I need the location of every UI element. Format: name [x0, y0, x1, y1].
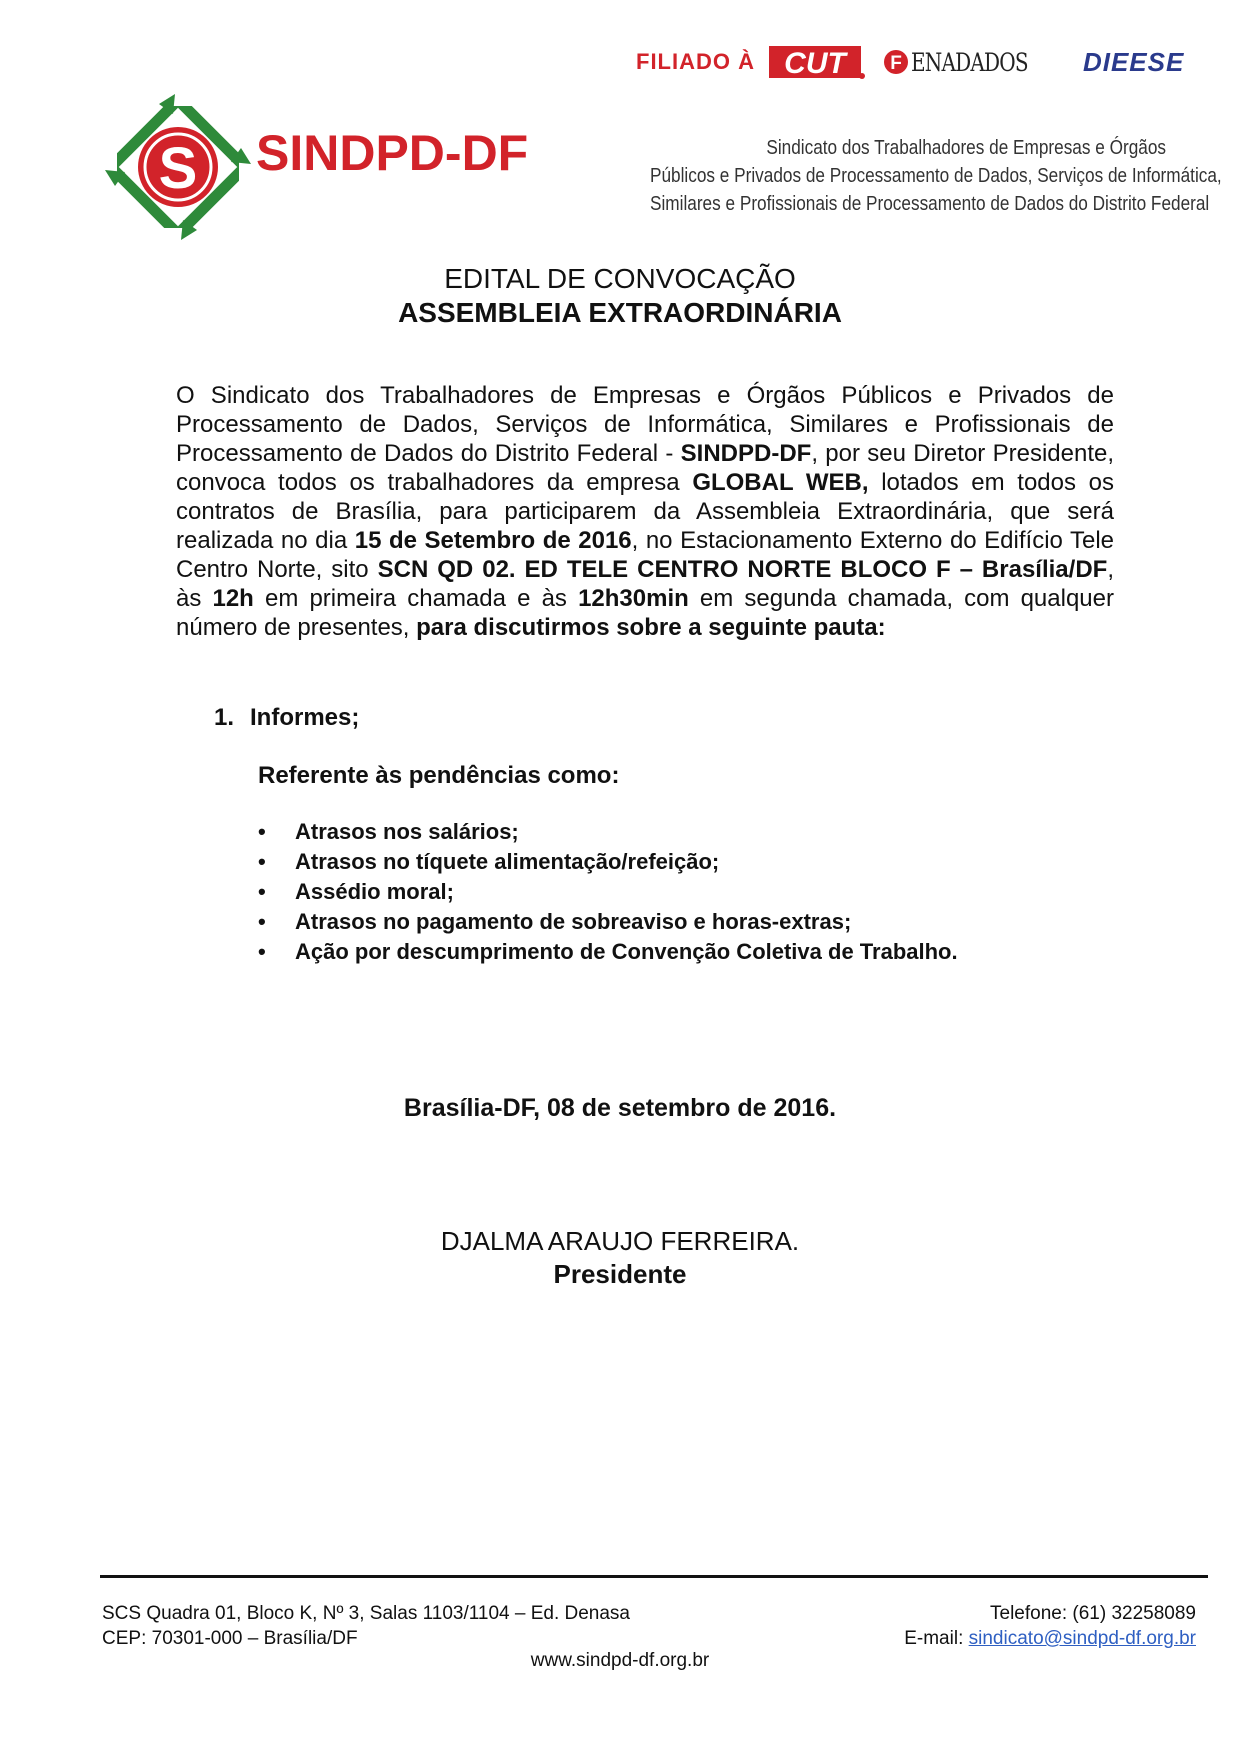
document-title [0, 262, 1240, 330]
brand-name: SINDPD-DF [256, 125, 529, 181]
list-item-text: Atrasos no pagamento de sobreaviso e horas-extras; [295, 909, 852, 934]
org-description-line: Similares e Profissionais de Processamento de Dados do Distrito Federal [650, 193, 1210, 215]
bullet-icon: • [258, 939, 266, 964]
list-item [258, 847, 958, 877]
bullet-icon: • [258, 879, 266, 904]
pendencies-list [258, 817, 958, 967]
cut-logo [769, 44, 865, 80]
list-item [258, 907, 958, 937]
body-text: em primeira chamada e às [253, 585, 579, 612]
body-bold: SINDPD-DF [680, 440, 812, 467]
body-text: , no Estacionamento Externo do Edifício Tele Centro Norte, sito [176, 527, 1114, 583]
convocation-paragraph [176, 381, 1114, 642]
signature-block [0, 1225, 1240, 1291]
fenadados-logo-text: ENADADOS [911, 47, 1028, 77]
dieese-logo: DIEESE [1082, 46, 1185, 77]
list-item-text: Atrasos no tíquete alimentação/refeição; [295, 849, 720, 874]
bullet-icon: • [258, 909, 266, 934]
list-item-text: Ação por descumprimento de Convenção Coletiva de Trabalho. [295, 939, 958, 964]
emblem-letter: S [158, 136, 198, 201]
fenadados-initial: F [890, 53, 902, 74]
body-text: em segunda chamada, com qualquer número de presentes, [176, 585, 1114, 641]
list-item-text: Atrasos nos salários; [295, 819, 519, 844]
body-bold: 12h30min [578, 585, 689, 612]
phone-number: Telefone: (61) 32258089 [990, 1603, 1196, 1624]
affiliation-label: FILIADO À [636, 49, 755, 74]
website-url: www.sindpd-df.org.br [530, 1650, 710, 1671]
body-bold: 12h [212, 585, 254, 612]
email-link[interactable]: sindicato@sindpd-df.org.br [968, 1628, 1196, 1649]
fenadados-logo [883, 47, 1057, 77]
agenda-item [214, 704, 359, 732]
affiliations-bar [636, 42, 1184, 82]
footer-address [102, 1601, 630, 1651]
title-line-2: ASSEMBLEIA EXTRAORDINÁRIA [398, 297, 842, 328]
body-text: O Sindicato dos Trabalhadores de Empresas e Órgãos Públicos e Privados de Processamento de Dados, Serviços de Informática, Similares e Profissionais de Processamento de Dados do Distrito Federal - [176, 382, 1114, 467]
fenadados-emblem-icon [883, 47, 909, 77]
list-item [258, 817, 958, 847]
list-item-text: Assédio moral; [295, 879, 454, 904]
document-date: Brasília-DF, 08 de setembro de 2016. [403, 1094, 837, 1122]
agenda-number: 1. [214, 704, 235, 731]
title-line-1: EDITAL DE CONVOCAÇÃO [444, 263, 796, 294]
body-text: lotados em todos os contratos de Brasília, para participarem da Assembleia Extraordinária, que será realizada no dia [176, 469, 1114, 554]
address-line: CEP: 70301-000 – Brasília/DF [102, 1628, 358, 1649]
body-bold: 15 de Setembro de 2016 [354, 527, 632, 554]
body-bold: para discutirmos sobre a seguinte pauta: [416, 614, 886, 641]
signatory-name: DJALMA ARAUJO FERREIRA. [440, 1226, 800, 1256]
footer-divider [100, 1575, 1208, 1578]
signatory-role: Presidente [553, 1259, 687, 1289]
agenda-item-label: Informes; [250, 704, 360, 731]
list-item [258, 937, 958, 967]
body-text: , às [176, 556, 1114, 612]
body-bold: GLOBAL WEB, [692, 469, 869, 496]
agenda-reference: Referente às pendências como: [258, 762, 620, 789]
bullet-icon: • [258, 819, 266, 844]
footer-contact [904, 1601, 1196, 1651]
list-item [258, 877, 958, 907]
sindpd-emblem-logo [103, 92, 253, 242]
cut-logo-text: CUT [784, 47, 846, 80]
bullet-icon: • [258, 849, 266, 874]
org-description-line: Sindicato dos Trabalhadores de Empresas e Órgãos [766, 137, 1166, 159]
body-text: , por seu Diretor Presidente, convoca todos os trabalhadores da empresa [176, 440, 1114, 496]
address-line: SCS Quadra 01, Bloco K, Nº 3, Salas 1103/1104 – Ed. Denasa [102, 1603, 631, 1624]
email-line [904, 1626, 1196, 1651]
body-bold: SCN QD 02. ED TELE CENTRO NORTE BLOCO F – Brasília/DF [377, 556, 1108, 583]
organization-description [650, 134, 1222, 218]
email-label: E-mail: [904, 1628, 969, 1649]
org-description-line: Públicos e Privados de Processamento de Dados, Serviços de Informática, [650, 165, 1222, 187]
